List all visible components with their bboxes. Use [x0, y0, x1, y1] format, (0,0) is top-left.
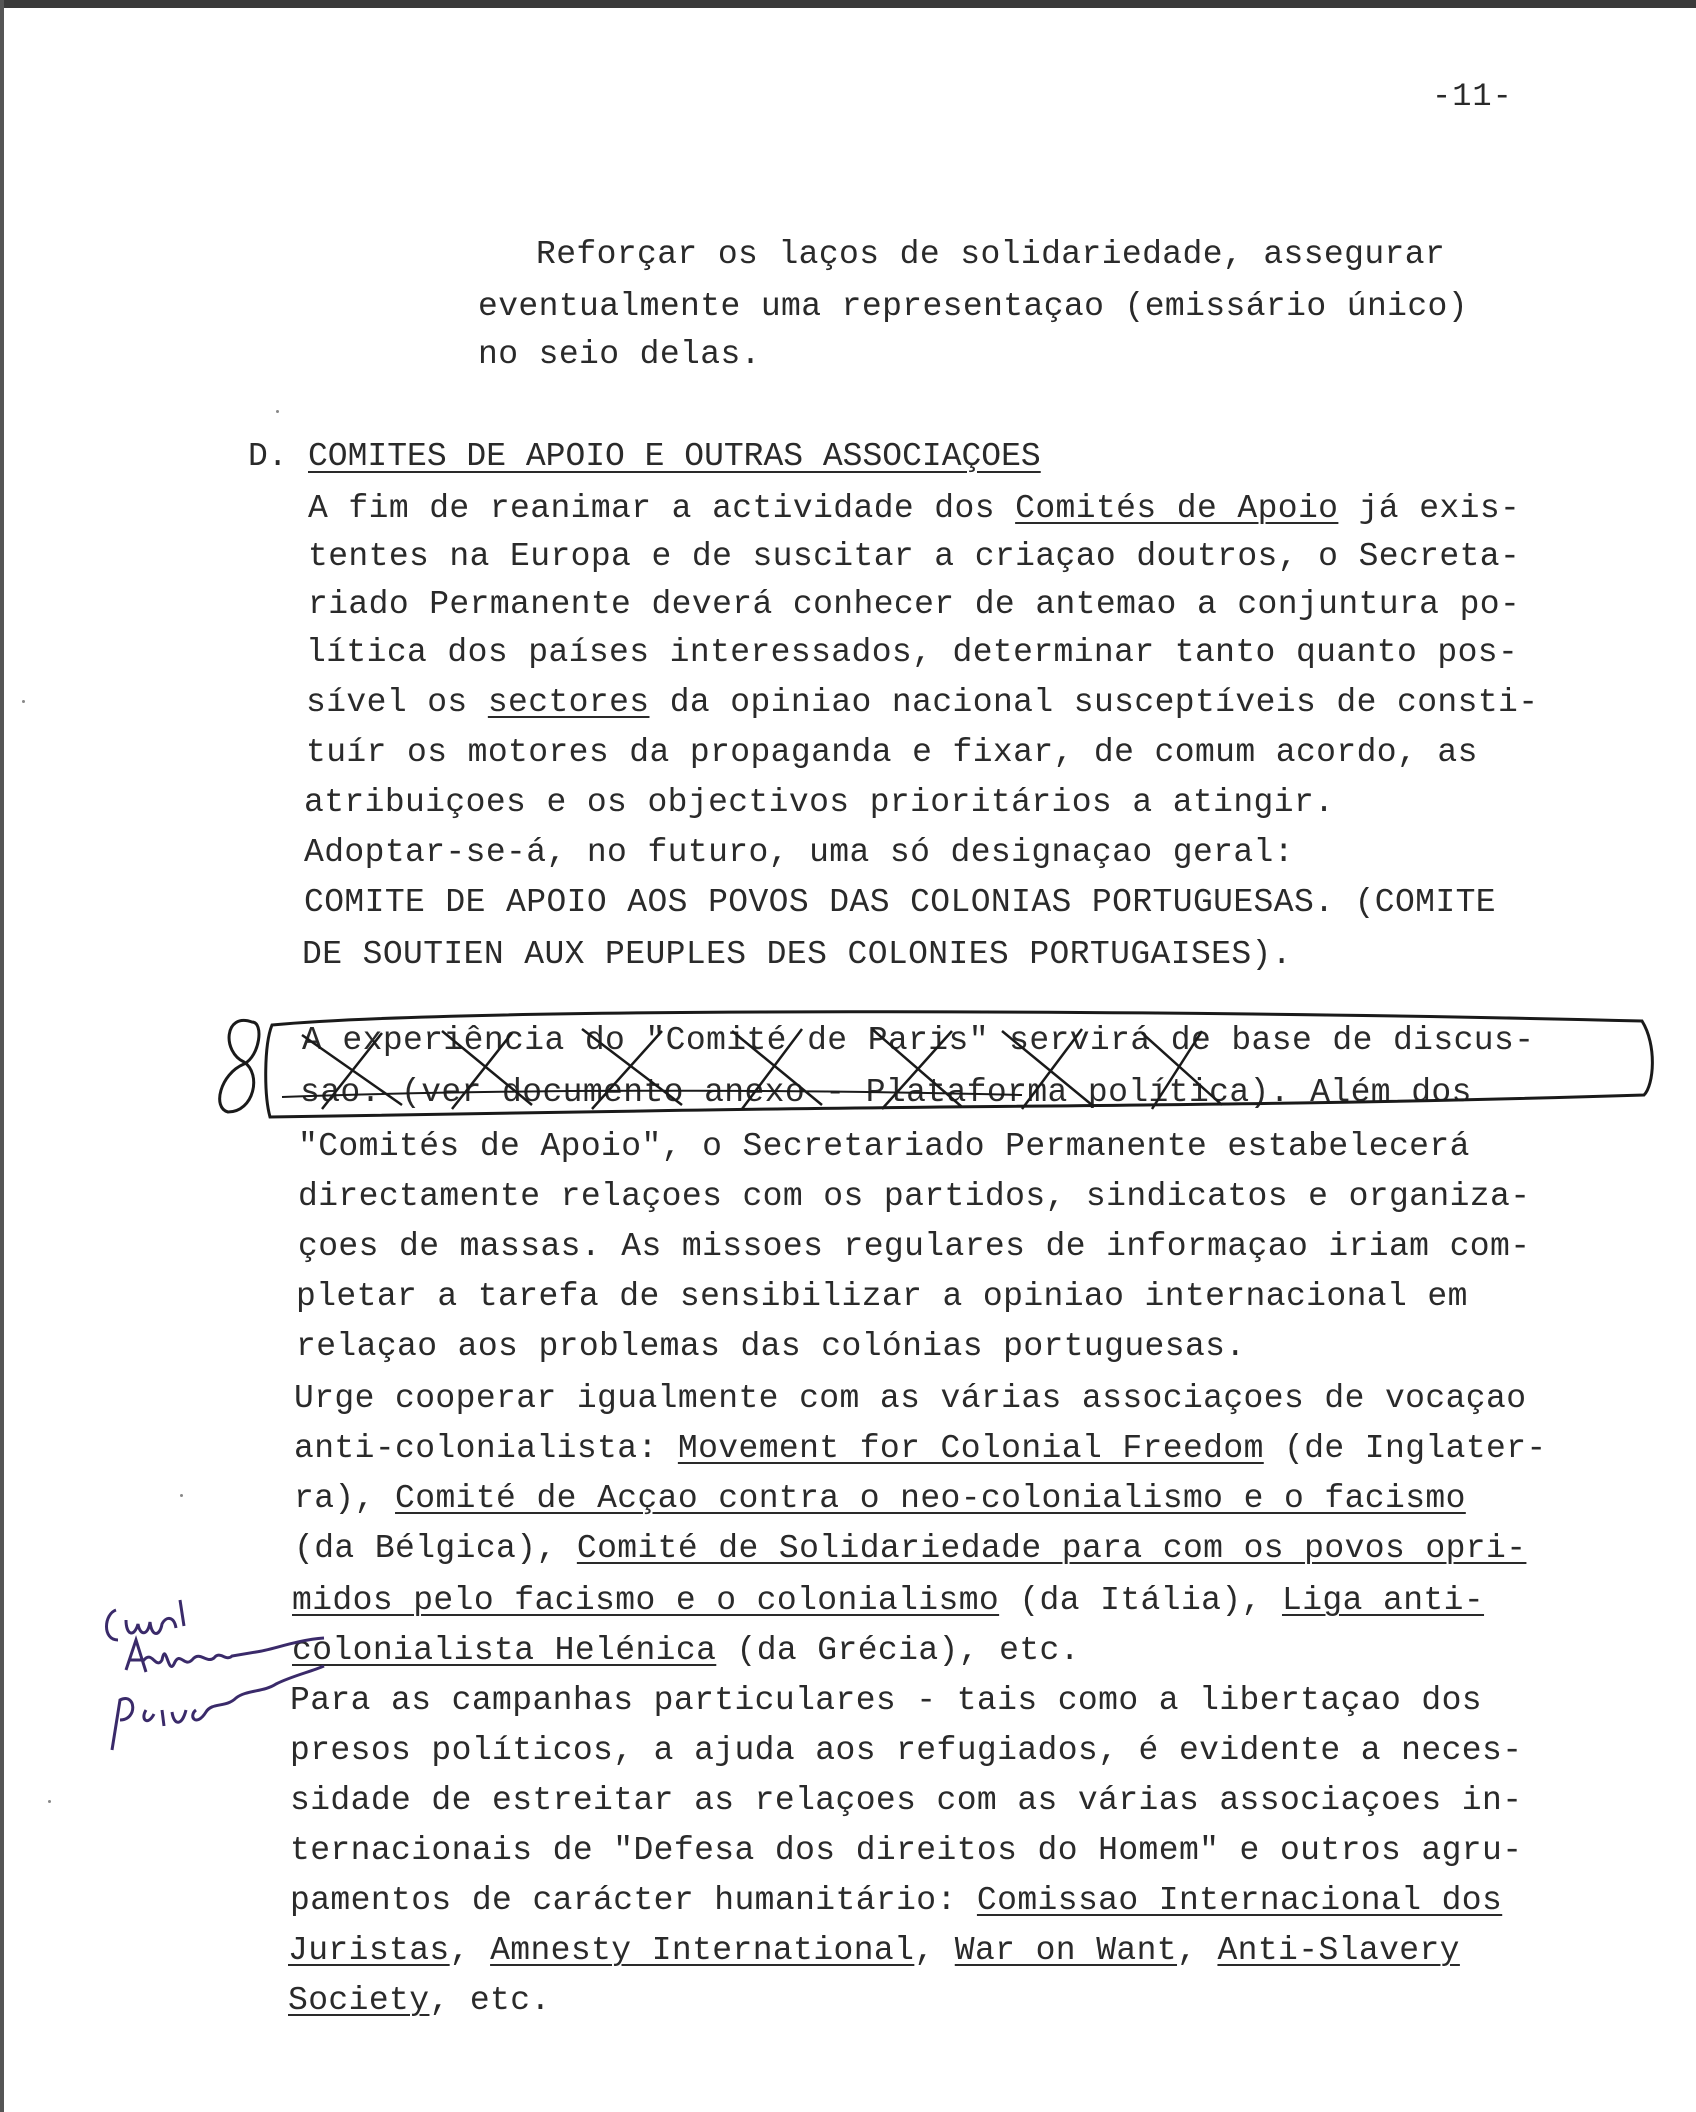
underlined-term: Anti-Slavery	[1217, 1932, 1460, 1969]
para1-line-9: COMITE DE APOIO AOS POVOS DAS COLONIAS PORTUGUESAS. (COMITE	[304, 884, 1496, 921]
para3-line-6: colonialista Helénica (da Grécia), etc.	[292, 1632, 1080, 1669]
para2-line-3: çoes de massas. As missoes regulares de informaçao iriam com-	[298, 1228, 1531, 1265]
para1-line-3: riado Permanente deverá conhecer de antemao a conjuntura po-	[308, 586, 1521, 623]
underlined-term: Juristas	[288, 1932, 450, 1969]
underlined-term: Society	[288, 1982, 430, 2019]
underlined-term: Comité de Acçao contra o neo-colonialismo e o facismo	[395, 1480, 1466, 1517]
para4-line-4: ternacionais de "Defesa dos direitos do Homem" e outros agru-	[290, 1832, 1523, 1869]
para4-line-6: Juristas, Amnesty International, War on Want, Anti-Slavery	[288, 1932, 1460, 1969]
scan-speck	[180, 1494, 183, 1497]
para3-line-5: midos pelo facismo e o colonialismo (da Itália), Liga anti-	[292, 1582, 1485, 1619]
para2-line-2: directamente relaçoes com os partidos, sindicatos e organiza-	[298, 1178, 1531, 1215]
para3-line-4: (da Bélgica), Comité de Solidariedade para com os povos opri-	[294, 1530, 1527, 1567]
para2-line-1: "Comités de Apoio", o Secretariado Permanente estabelecerá	[298, 1128, 1470, 1165]
para4-line-5: pamentos de carácter humanitário: Comissao Internacional dos	[290, 1882, 1503, 1919]
scan-speck	[276, 410, 279, 413]
para1-line-2: tentes na Europa e de suscitar a criaçao doutros, o Secreta-	[308, 538, 1521, 575]
underlined-term: Comissao Internacional dos	[976, 1882, 1503, 1919]
para4-line-3: sidade de estreitar as relaçoes com as várias associaçoes in-	[290, 1782, 1523, 1819]
para4-line-7: Society, etc.	[288, 1982, 551, 2019]
scan-speck	[22, 700, 25, 703]
page-number: -11-	[1432, 78, 1513, 115]
para3-line-1: Urge cooperar igualmente com as várias associaçoes de vocaçao	[294, 1380, 1527, 1417]
struck-line-1: A experiência do "Comité de Paris" servirá de base de discus-	[302, 1022, 1535, 1059]
para1-line-8: Adoptar-se-á, no futuro, uma só designaçao geral:	[304, 834, 1294, 871]
para1-line-6: tuír os motores da propaganda e fixar, de comum acordo, as	[306, 734, 1478, 771]
para2-line-4: pletar a tarefa de sensibilizar a opiniao internacional em	[296, 1278, 1468, 1315]
underlined-term: midos pelo facismo e o colonialismo	[292, 1582, 1000, 1619]
underlined-term: War on Want	[954, 1932, 1178, 1969]
intro-line-3: no seio delas.	[478, 336, 761, 373]
scan-left-edge	[0, 0, 4, 2112]
margin-loop-mark	[214, 1012, 264, 1122]
scan-speck	[48, 1800, 51, 1803]
para1-line-10: DE SOUTIEN AUX PEUPLES DES COLONIES PORTUGAISES).	[302, 936, 1292, 973]
scan-top-edge	[0, 0, 1696, 8]
intro-line-1: Reforçar os laços de solidariedade, assegurar	[536, 236, 1446, 273]
para1-line-5: sível os sectores da opiniao nacional susceptíveis de consti-	[306, 684, 1539, 721]
underlined-term: colonialista Helénica	[292, 1632, 717, 1669]
para1-line-7: atribuiçoes e os objectivos prioritários a atingir.	[304, 784, 1335, 821]
struck-line-2: sao. (ver documento anexo - Plataforma política). Além dos	[300, 1074, 1472, 1111]
para4-line-1: Para as campanhas particulares - tais como a libertaçao dos	[290, 1682, 1482, 1719]
underlined-term: Liga anti-	[1281, 1582, 1485, 1619]
para2-line-5: relaçao aos problemas das colónias portuguesas.	[296, 1328, 1246, 1365]
section-letter: D.	[248, 438, 288, 475]
para1-line-1: A fim de reanimar a actividade dos Comités de Apoio já exis-	[308, 490, 1521, 527]
para3-line-2: anti-colonialista: Movement for Colonial Freedom (de Inglater-	[294, 1430, 1547, 1467]
handwritten-strikethrough	[262, 1005, 1654, 1123]
para4-line-2: presos políticos, a ajuda aos refugiados, é evidente a neces-	[290, 1732, 1523, 1769]
para3-line-3: ra), Comité de Acçao contra o neo-colonialismo e o facismo	[294, 1480, 1466, 1517]
section-heading: COMITES DE APOIO E OUTRAS ASSOCIAÇOES	[308, 438, 1041, 475]
underlined-term: Comité de Solidariedade para com os povos opri-	[576, 1530, 1527, 1567]
underlined-term: Movement for Colonial Freedom	[677, 1430, 1264, 1467]
intro-line-2: eventualmente uma representaçao (emissário único)	[478, 288, 1468, 325]
underlined-term: Amnesty International	[490, 1932, 915, 1969]
underlined-term: sectores	[487, 684, 650, 721]
underlined-term: Comités de Apoio	[1015, 490, 1339, 527]
para1-line-4: lítica dos países interessados, determinar tanto quanto pos-	[306, 634, 1519, 671]
